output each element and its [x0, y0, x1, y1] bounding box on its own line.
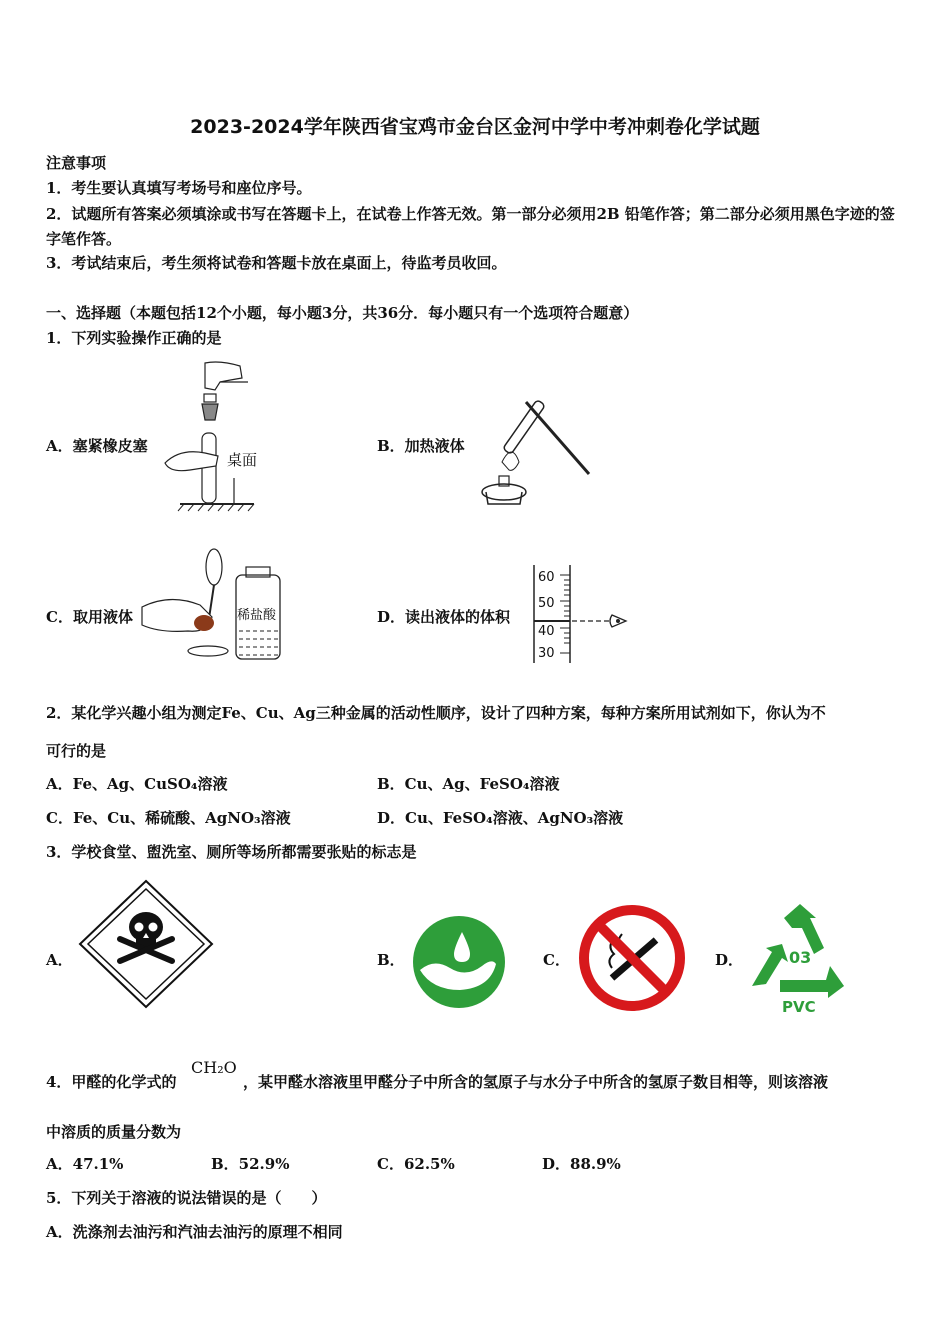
cylinder-mark-30: 30	[538, 646, 555, 661]
q4-formula: CH₂O	[191, 1058, 237, 1077]
q3-option-b: B．	[377, 951, 405, 969]
recycle-sign	[744, 900, 856, 1018]
q1-option-d: D．读出液体的体积	[377, 608, 511, 626]
notice-heading: 注意事项	[46, 154, 107, 172]
q4-stem-cont: 中溶质的质量分数为	[46, 1123, 182, 1141]
recycle-code: 03	[789, 948, 812, 967]
q2-option-b: B．Cu、Ag、FeSO₄溶液	[377, 775, 560, 793]
cylinder-illustration	[528, 563, 633, 668]
q3-option-c: C．	[543, 951, 570, 969]
q4-stem-rest: ，某甲醛水溶液里甲醛分子中所含的氢原子与水分子中所含的氢原子数目相等，则该溶液	[243, 1073, 829, 1091]
q2-option-a: A．Fe、Ag、CuSO₄溶液	[46, 775, 228, 793]
dropper-illustration	[140, 545, 285, 665]
notice-item-3: 3．考试结束后，考生须将试卷和答题卡放在桌面上，待监考员收回。	[46, 254, 507, 272]
q5-option-a: A．洗涤剂去油污和汽油去油污的原理不相同	[46, 1223, 343, 1241]
stopper-illustration	[160, 358, 260, 513]
poison-sign	[76, 877, 216, 1011]
q5-stem: 5．下列关于溶液的说法错误的是（ ）	[46, 1189, 327, 1207]
q3-option-a: A．	[46, 951, 73, 969]
water-saving-sign	[410, 914, 508, 1010]
q2-option-d: D．Cu、FeSO₄溶液、AgNO₃溶液	[377, 809, 624, 827]
q4-option-c: C．62.5%	[377, 1155, 455, 1173]
cylinder-mark-60: 60	[538, 570, 555, 585]
q4-option-a: A．47.1%	[46, 1155, 124, 1173]
q1-option-b: B．加热液体	[377, 437, 465, 455]
cylinder-mark-50: 50	[538, 596, 555, 611]
section-heading: 一、选择题（本题包括12个小题，每小题3分，共36分．每小题只有一个选项符合题意）	[46, 304, 639, 322]
q4-option-d: D．88.9%	[542, 1155, 621, 1173]
q1-option-a: A．塞紧橡皮塞	[46, 437, 148, 455]
q2-option-c: C．Fe、Cu、稀硫酸、AgNO₃溶液	[46, 809, 291, 827]
q4-stem: 4．甲醛的化学式的	[46, 1073, 177, 1091]
q2-stem: 2．某化学兴趣小组为测定Fe、Cu、Ag三种金属的活动性顺序，设计了四种方案，每种方案所用试剂如下，你认为不	[46, 704, 826, 722]
q1-option-c: C．取用液体	[46, 608, 133, 626]
no-smoking-sign	[576, 902, 688, 1014]
desk-label: 桌面	[227, 451, 258, 469]
q1-stem: 1．下列实验操作正确的是	[46, 329, 222, 347]
page-title: 2023-2024学年陕西省宝鸡市金台区金河中学中考冲刺卷化学试题	[190, 116, 760, 138]
q3-stem: 3．学校食堂、盥洗室、厕所等场所都需要张贴的标志是	[46, 843, 417, 861]
q3-option-d: D．	[715, 951, 744, 969]
notice-item-2: 2．试题所有答案必须填涂或书写在答题卡上，在试卷上作答无效。第一部分必须用2B 铅笔作答；第二部分必须用黑色字迹的签字笔作答。	[46, 205, 895, 248]
q2-stem-cont: 可行的是	[46, 742, 107, 760]
recycle-text: PVC	[782, 998, 816, 1016]
cylinder-mark-40: 40	[538, 624, 555, 639]
heating-illustration	[474, 392, 594, 512]
q4-option-b: B．52.9%	[211, 1155, 290, 1173]
bottle-label: 稀盐酸	[237, 608, 277, 623]
notice-item-1: 1．考生要认真填写考场号和座位序号。	[46, 179, 312, 197]
